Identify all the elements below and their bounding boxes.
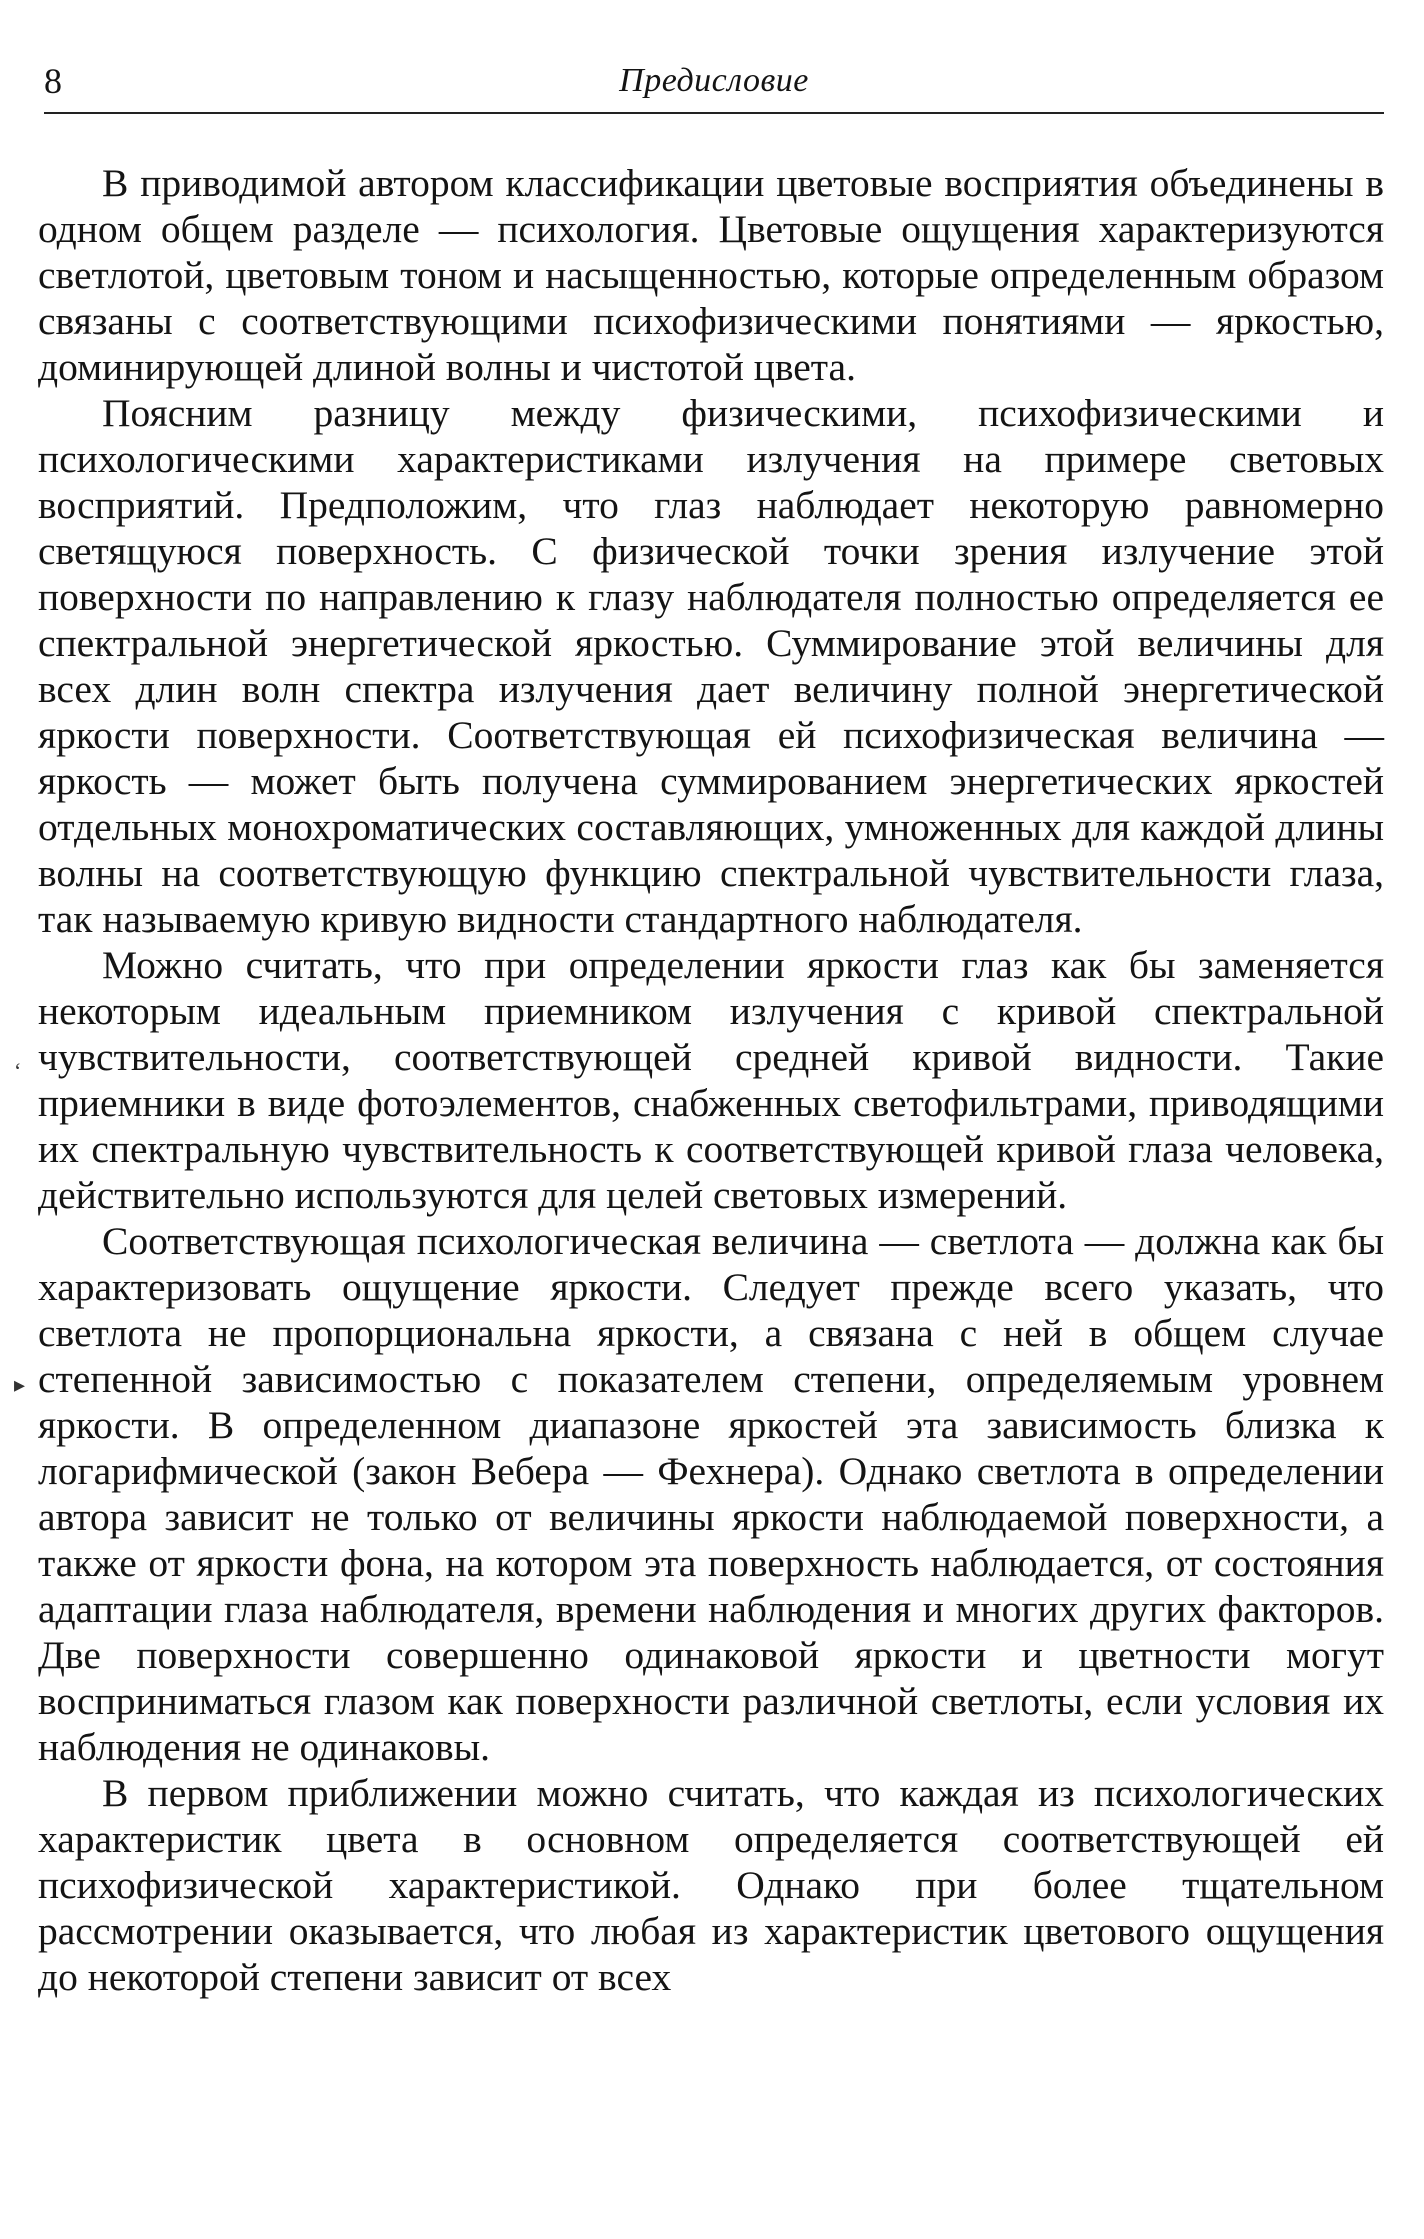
page-number: 8 xyxy=(44,61,62,101)
paragraph-4: Соответствующая психологическая величина — светлота — должна как бы характеризовать ощущение яркости. Следует прежде всего указать, что светлота не пропорциональна яркости, а связана с ней в общем случае степенной зависимостью с показателем степени, определяемым уровнем яркости. В определенном диапазоне яркостей эта зависимость близка к логарифмической (закон Вебера — Фехнера). Однако светлота в определении автора зависит не только от величины яркости наблюдаемой поверхности, а также от яркости фона, на котором эта поверхность наблюдается, от состояния адаптации глаза наблюдателя, времени наблюдения и многих других факторов. Две поверхности совершенно одинаковой яркости и цветности могут восприниматься глазом как поверхности различной светлоты, если условия их наблюдения не одинаковы. xyxy=(38,1219,1384,1769)
page-header xyxy=(44,56,1384,114)
running-title: Предисловие xyxy=(619,62,809,99)
paragraph-2: Поясним разницу между физическими, психофизическими и психологическими характеристиками излучения на примере световых восприятий. Предположим, что глаз наблюдает некоторую равномерно светящуюся поверхность. С физической точки зрения излучение этой поверхности по направлению к глазу наблюдателя полностью определяется ее спектральной энергетической яркостью. Суммирование этой величины для всех длин волн спектра излучения дает величину полной энергетической яркости поверхности. Соответствующая ей психофизическая величина — яркость — может быть получена суммированием энергетических яркостей отдельных монохроматических составляющих, умноженных для каждой длины волны на соответствующую функцию спектральной чувствительности глаза, так называемую кривую видности стандартного наблюдателя. xyxy=(38,391,1384,941)
paragraph-3: Можно считать, что при определении яркости глаз как бы заменяется некоторым идеальным приемником излучения с кривой спектральной чувствительности, соответствующей средней кривой видности. Такие приемники в виде фотоэлементов, снабженных светофильтрами, приводящими их спектральную чувствительность к соответствующей кривой глаза человека, действительно используются для целей световых измерений. xyxy=(38,943,1384,1217)
margin-bullet-mark: ▸ xyxy=(14,1372,26,1397)
paragraph-1: В приводимой автором классификации цветовые восприятия объединены в одном общем разделе — психология. Цветовые ощущения характеризуются светлотой, цветовым тоном и насыщенностью, которые определенным образом связаны с соответствующими психофизическими понятиями — яркостью, доминирующей длиной волны и чистотой цвета. xyxy=(38,161,1384,389)
paragraph-5: В первом приближении можно считать, что каждая из психологических характеристик цвета в основном определяется соответствующей ей психофизической характеристикой. Однако при более тщательном рассмотрении оказывается, что любая из характеристик цветового ощущения до некоторой степени зависит от всех xyxy=(38,1771,1384,1999)
margin-speck-mark: ‘ xyxy=(14,1058,22,1083)
body-text xyxy=(38,160,1384,2000)
